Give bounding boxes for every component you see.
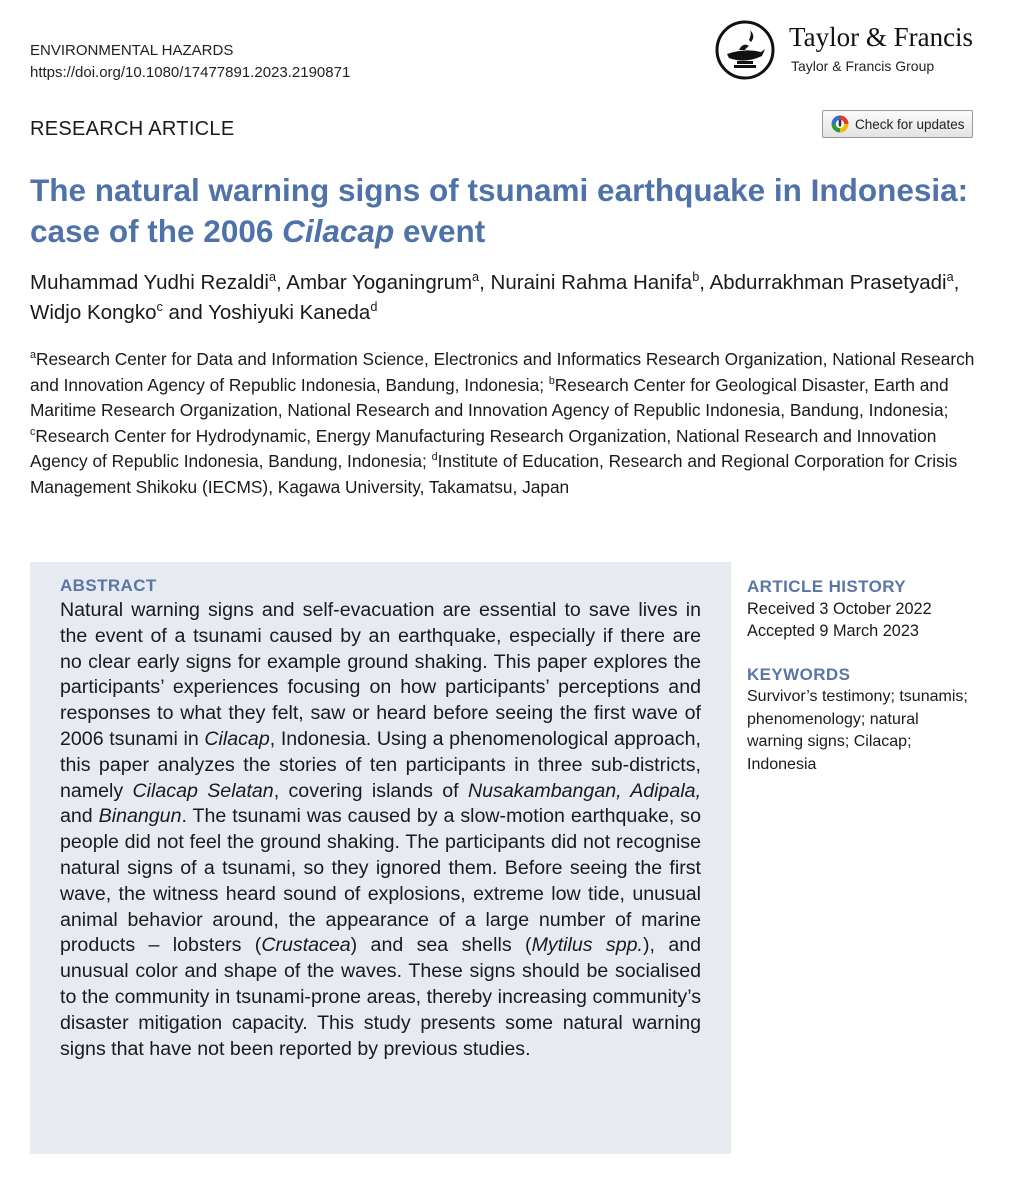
author-name[interactable]: Nuraini Rahma Hanifa	[490, 271, 693, 294]
abstract-text	[60, 598, 701, 1062]
abstract-italic-term: Binangun	[98, 805, 182, 828]
author-affiliation-mark: a	[472, 269, 480, 285]
keywords-list: Survivor’s testimony; tsunamis; phenomenology; natural warning signs; Cilacap; Indonesia	[747, 688, 968, 773]
keywords-heading: KEYWORDS	[747, 665, 851, 684]
abstract-segment: , Indonesia. Using a phenomenological approach, this paper analyzes the stories of ten participants in three sub-districts, namely	[60, 727, 701, 802]
author-affiliation-mark: d	[370, 299, 378, 315]
affiliations	[30, 347, 990, 500]
crossmark-icon	[831, 115, 849, 133]
author-separator: ,	[699, 271, 710, 294]
journal-info	[30, 40, 350, 84]
author-affiliation-mark: b	[692, 269, 700, 285]
affiliation-label: c	[30, 425, 36, 438]
abstract-heading: ABSTRACT	[60, 576, 157, 595]
abstract-segment: Natural warning signs and self-evacuation are essential to save lives in the event of a tsunami caused by an earthquake, especially if there are no clear early signs for example ground shaking. This paper explores the participants’ experiences focusing on how participants’ perceptions and responses to what they felt, saw or heard before seeing the first wave of 2006 tsunami in	[60, 599, 701, 750]
title-text-end: event	[394, 213, 486, 249]
author-name[interactable]: Muhammad Yudhi Rezaldi	[30, 271, 269, 294]
doi-link[interactable]: https://doi.org/10.1080/17477891.2023.2190871	[30, 64, 351, 81]
publisher-name: Taylor & Francis	[789, 22, 974, 52]
author-separator: ,	[276, 271, 287, 294]
affiliation-label: b	[548, 374, 555, 387]
author-name[interactable]: Yoshiyuki Kaneda	[208, 301, 371, 324]
author-separator: and	[162, 301, 209, 324]
publisher-group: Taylor & Francis Group	[791, 58, 935, 74]
abstract-segment: ), and unusual color and shape of the waves. These signs should be socialised to the community in tsunami-prone areas, thereby increasing community’s disaster mitigation capacity. This study presents some natural warning signs that have not been reported by previous studies.	[60, 934, 702, 1060]
article-history-heading: ARTICLE HISTORY	[747, 577, 907, 596]
affiliation-label: d	[431, 451, 438, 464]
author-name[interactable]: Widjo Kongko	[30, 301, 157, 324]
author-separator: ,	[953, 271, 960, 294]
author-name[interactable]: Ambar Yoganingrum	[286, 271, 473, 294]
abstract-segment: and	[60, 805, 99, 828]
abstract-segment: ) and sea shells (	[350, 934, 532, 957]
check-for-updates-button[interactable]	[822, 110, 973, 138]
affiliation-label: a	[30, 349, 36, 362]
received-date: Received 3 October 2022	[747, 600, 932, 618]
author-affiliation-mark: a	[268, 269, 277, 285]
article-title	[30, 170, 980, 252]
author-affiliation-mark: a	[946, 269, 954, 285]
abstract-italic-term: Mytilus spp.	[531, 934, 643, 957]
author-name[interactable]: Abdurrakhman Prasetyadi	[709, 271, 947, 294]
abstract-italic-term: Crustacea	[261, 934, 351, 957]
article-type: RESEARCH ARTICLE	[30, 118, 235, 140]
affiliation-text: Research Center for Data and Information Science, Electronics and Informatics Research Organization, National Research and Innovation Agency of Republic Indonesia, Bandung, Indonesia;	[30, 349, 975, 395]
check-for-updates-label: Check for updates	[855, 116, 965, 132]
abstract-italic-term: Cilacap	[204, 727, 270, 750]
keywords-section	[747, 664, 997, 776]
accepted-date: Accepted 9 March 2023	[747, 622, 919, 640]
abstract-italic-term: Cilacap Selatan	[132, 779, 274, 802]
oil-lamp-icon	[715, 20, 775, 80]
publisher-logo[interactable]	[715, 20, 985, 80]
abstract-italic-term: Nusakambangan, Adipala,	[467, 779, 702, 802]
title-italic-text: Cilacap	[282, 213, 395, 249]
author-list	[30, 268, 980, 328]
author-separator: ,	[479, 271, 491, 294]
affiliation-text: Research Center for Hydrodynamic, Energy Manufacturing Research Organization, National Research and Innovation Agency of Republic Indonesia, Bandung, Indonesia;	[30, 425, 937, 471]
author-affiliation-mark: c	[156, 299, 163, 315]
title-text: The natural warning signs of tsunami earthquake in Indonesia: case of the 2006	[30, 172, 969, 249]
abstract-segment: . The tsunami was caused by a slow-motion earthquake, so people did not feel the ground shaking. The participants did not recognise natural signs of a tsunami, so they ignored them. Before seeing the first wave, the witness heard sound of explosions, extreme low tide, unusual animal behavior around, the appearance of a large number of marine products – lobsters (	[60, 805, 701, 957]
abstract-segment: , covering islands of	[273, 779, 468, 802]
affiliation-text: Research Center for Geological Disaster, Earth and Maritime Research Organization, National Research and Innovation Agency of Republic Indonesia, Bandung, Indonesia;	[30, 374, 949, 420]
journal-name: ENVIRONMENTAL HAZARDS	[30, 42, 234, 59]
article-sidebar	[747, 576, 997, 776]
abstract-box	[30, 562, 731, 1154]
affiliation-text: Institute of Education, Research and Regional Corporation for Crisis Management Shikoku (IECMS), Kagawa University, Takamatsu, Japan	[30, 451, 958, 497]
